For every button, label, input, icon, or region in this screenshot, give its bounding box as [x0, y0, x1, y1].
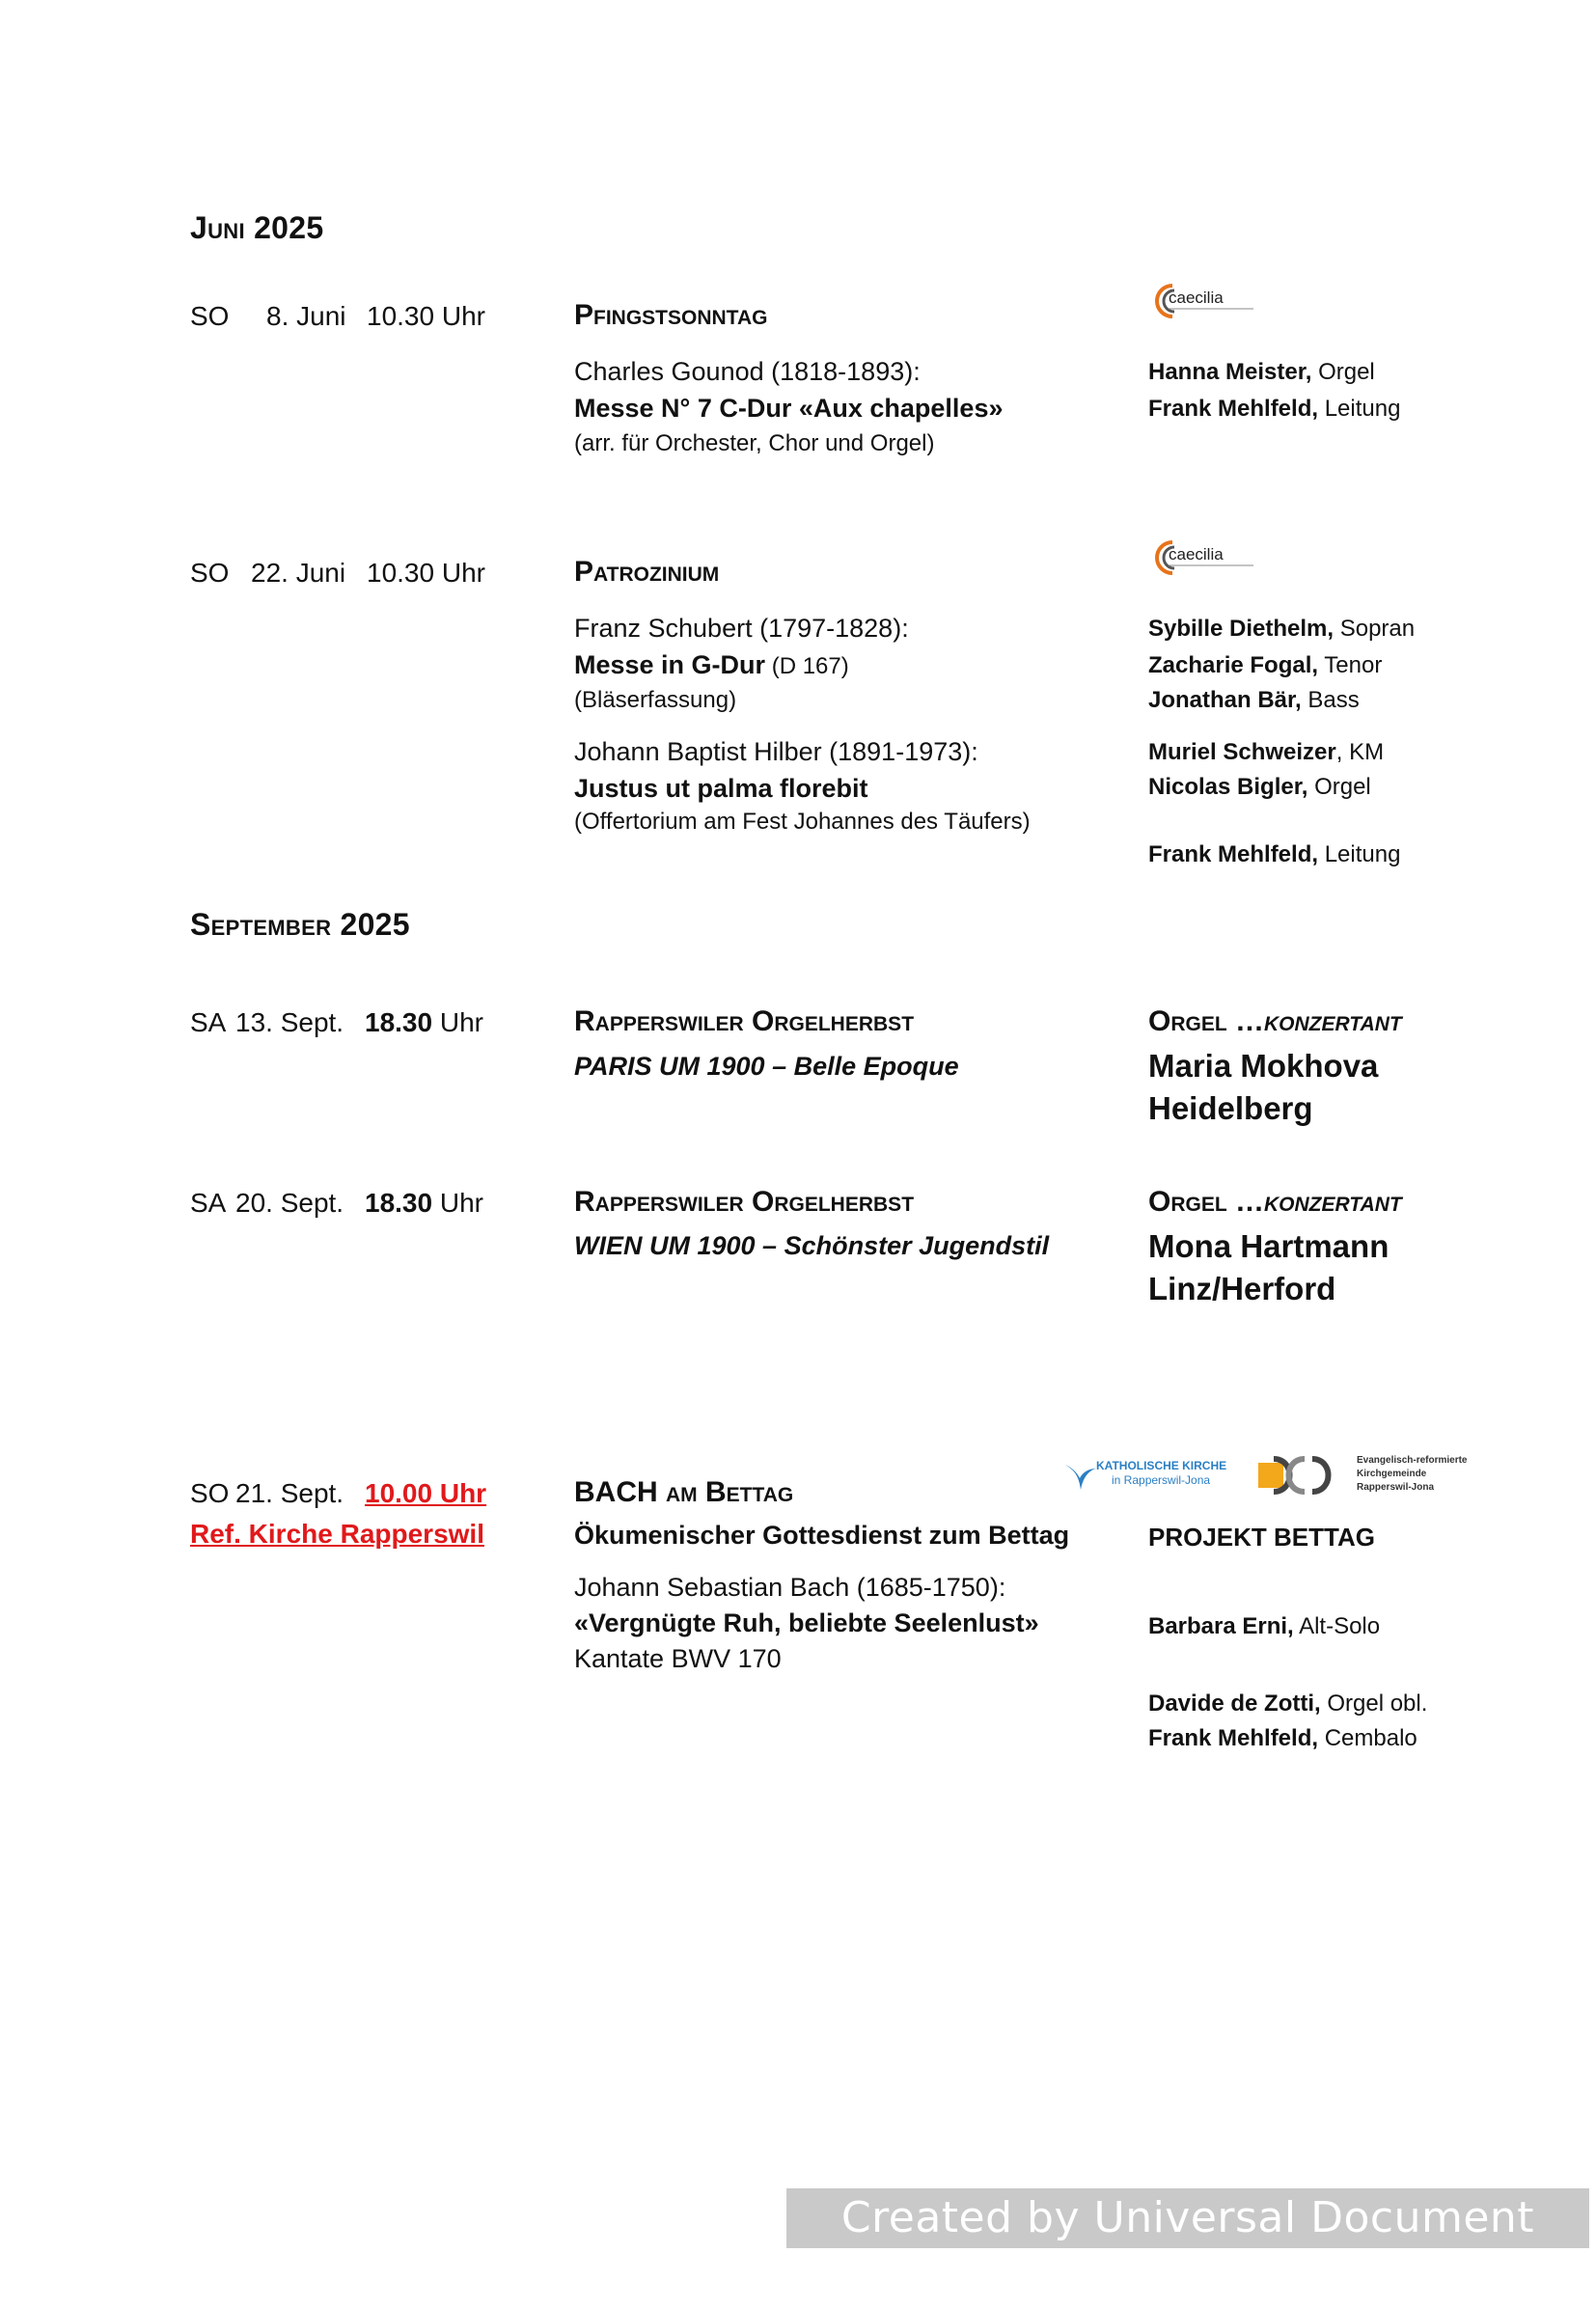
performer: Jonathan Bär, Bass — [1148, 687, 1360, 713]
katholische-kirche-logo: KATHOLISCHE KIRCHE in Rapperswil-Jona — [1063, 1455, 1227, 1494]
event-date: 21. Sept. — [235, 1478, 344, 1508]
event-note: Kantate BWV 170 — [574, 1644, 782, 1673]
event-title: Rapperswiler Orgelherbst — [574, 1186, 915, 1218]
project-label: PROJEKT BETTAG — [1148, 1523, 1375, 1552]
performer: Hanna Meister, Orgel — [1148, 359, 1375, 385]
svg-text:caecilia: caecilia — [1169, 288, 1224, 307]
performer: Zacharie Fogal, Tenor — [1148, 652, 1383, 678]
reformierte-kirche-logo: Evangelisch-reformierte Kirchgemeinde Rapperswil-Jona — [1256, 1453, 1471, 1497]
event-work: Justus ut palma florebit — [574, 774, 868, 803]
event-day: SO — [190, 1478, 230, 1508]
section-heading-september: September 2025 — [190, 907, 410, 942]
event-composer: Franz Schubert (1797-1828): — [574, 614, 909, 643]
event-time: 18.30 Uhr — [365, 1188, 483, 1218]
reformierte-kirche-emblem-icon — [1256, 1453, 1349, 1497]
artist-city: Heidelberg — [1148, 1090, 1313, 1126]
event-composer: Johann Sebastian Bach (1685-1750): — [574, 1573, 1006, 1602]
event-work: «Vergnügte Ruh, beliebte Seelenlust» — [574, 1608, 1039, 1637]
performer: Frank Mehlfeld, Leitung — [1148, 841, 1401, 867]
event-day: SO — [190, 558, 230, 588]
series-label: Orgel …konzertant — [1148, 1186, 1402, 1218]
event-title: BACH am Bettag — [574, 1476, 794, 1508]
performer: Frank Mehlfeld, Cembalo — [1148, 1725, 1417, 1751]
section-heading-juni: Juni 2025 — [190, 210, 324, 245]
event-note: (Bläserfassung) — [574, 687, 737, 713]
event-time: 10.30 Uhr — [367, 301, 485, 331]
event-subtitle: PARIS UM 1900 – Belle Epoque — [574, 1052, 959, 1081]
performer: Davide de Zotti, Orgel obl. — [1148, 1690, 1428, 1717]
event-time: 10.30 Uhr — [367, 558, 485, 588]
event-time: 18.30 Uhr — [365, 1007, 483, 1037]
artist-name: Mona Hartmann — [1148, 1228, 1390, 1264]
event-date: 20. Sept. — [235, 1188, 344, 1218]
performer: Muriel Schweizer, KM — [1148, 739, 1385, 765]
event-subtitle: WIEN UM 1900 – Schönster Jugendstil — [574, 1231, 1050, 1260]
event-date: 13. Sept. — [235, 1007, 344, 1037]
event-day: SA — [190, 1007, 227, 1037]
performer: Frank Mehlfeld, Leitung — [1148, 396, 1401, 422]
event-title: Rapperswiler Orgelherbst — [574, 1005, 915, 1037]
event-title: Patrozinium — [574, 556, 720, 588]
event-time: 10.00 Uhr — [365, 1478, 487, 1508]
event-note: (arr. für Orchester, Chor und Orgel) — [574, 430, 935, 456]
svg-text:caecilia: caecilia — [1169, 545, 1224, 563]
event-note: (Offertorium am Fest Johannes des Täufers) — [574, 809, 1031, 835]
event-day: SO — [190, 301, 230, 331]
event-composer: Johann Baptist Hilber (1891-1973): — [574, 737, 978, 766]
event-day: SA — [190, 1188, 227, 1218]
event-subtitle: Ökumenischer Gottesdienst zum Bettag — [574, 1521, 1070, 1550]
artist-city: Linz/Herford — [1148, 1271, 1336, 1306]
artist-name: Maria Mokhova — [1148, 1048, 1379, 1084]
event-composer: Charles Gounod (1818-1893): — [574, 357, 921, 386]
performer: Barbara Erni, Alt-Solo — [1148, 1613, 1381, 1639]
series-label: Orgel …konzertant — [1148, 1005, 1402, 1037]
performer: Nicolas Bigler, Orgel — [1148, 774, 1371, 800]
event-title: Pfingstsonntag — [574, 299, 768, 331]
performer: Sybille Diethelm, Sopran — [1148, 616, 1416, 642]
event-work: Messe N° 7 C-Dur «Aux chapelles» — [574, 394, 1004, 423]
caecilia-logo — [1153, 280, 1259, 322]
converter-watermark: Created by Universal Document Converter — [786, 2188, 1589, 2248]
event-date: 8. Juni — [266, 301, 346, 331]
event-venue: Ref. Kirche Rapperswil — [190, 1519, 484, 1549]
event-work: Messe in G-Dur (D 167) — [574, 650, 849, 679]
event-date: 22. Juni — [251, 558, 346, 588]
bird-icon — [1063, 1457, 1098, 1492]
caecilia-logo — [1153, 536, 1259, 579]
